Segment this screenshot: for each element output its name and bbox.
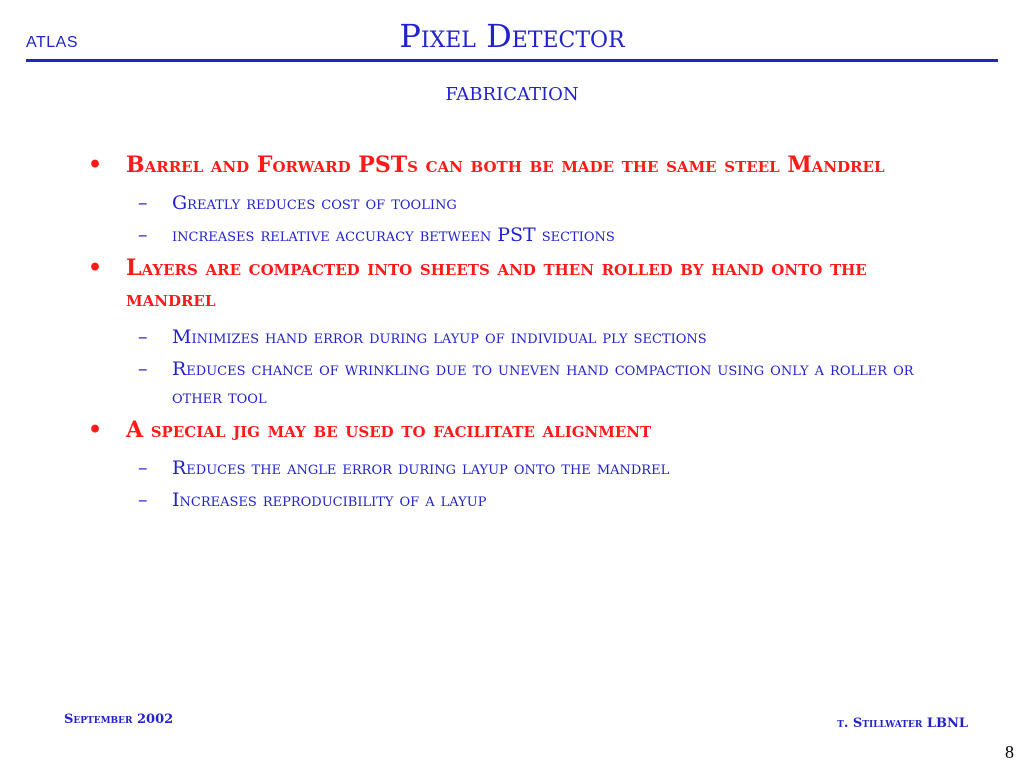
sub-bullet-item — [88, 454, 948, 482]
bullet-marker: • — [88, 255, 103, 281]
title-divider — [26, 59, 998, 62]
sub-bullet-item — [88, 355, 948, 411]
sub-bullet-marker: – — [138, 192, 148, 214]
atlas-label: ATLAS — [26, 34, 78, 51]
page-number: 8 — [1005, 742, 1014, 762]
sub-bullet-text: Minimizes hand error during layup of individual ply sections — [172, 326, 707, 348]
sub-bullet-text: Reduces the angle error during layup onto the mandrel — [172, 457, 670, 479]
bullet-marker: • — [88, 417, 103, 443]
bullet-text: Layers are compacted into sheets and then rolled by hand onto the mandrel — [126, 255, 867, 312]
sub-bullet-item — [88, 189, 948, 217]
footer-author: t. Stillwater LBNL — [837, 716, 968, 731]
sub-bullet-marker: – — [138, 457, 148, 479]
footer-date: September 2002 — [64, 712, 174, 727]
sub-bullet-marker: – — [138, 358, 148, 380]
sub-bullet-text: Increases reproducibility of a layup — [172, 489, 487, 511]
sub-bullet-marker: – — [138, 489, 148, 511]
sub-bullet-text: Reduces chance of wrinkling due to uneven hand compaction using only a roller or other tool — [172, 358, 914, 408]
sub-bullet-marker: – — [138, 326, 148, 348]
bullet-text: Barrel and Forward PSTs can both be made the same steel Mandrel — [126, 152, 885, 178]
sub-bullet-marker: – — [138, 224, 148, 246]
sub-bullet-item — [88, 221, 948, 249]
bullet-list — [88, 150, 948, 518]
bullet-marker: • — [88, 152, 103, 178]
sub-bullet-text: increases relative accuracy between PST sections — [172, 224, 615, 246]
bullet-item — [88, 150, 948, 181]
bullet-item — [88, 415, 948, 446]
slide-subtitle: fabrication — [445, 77, 579, 107]
slide-title: Pixel Detector — [399, 17, 625, 55]
sub-bullet-text: Greatly reduces cost of tooling — [172, 192, 457, 214]
bullet-text: A special jig may be used to facilitate alignment — [126, 417, 652, 443]
bullet-item — [88, 253, 948, 315]
sub-bullet-item — [88, 323, 948, 351]
sub-bullet-item — [88, 486, 948, 514]
